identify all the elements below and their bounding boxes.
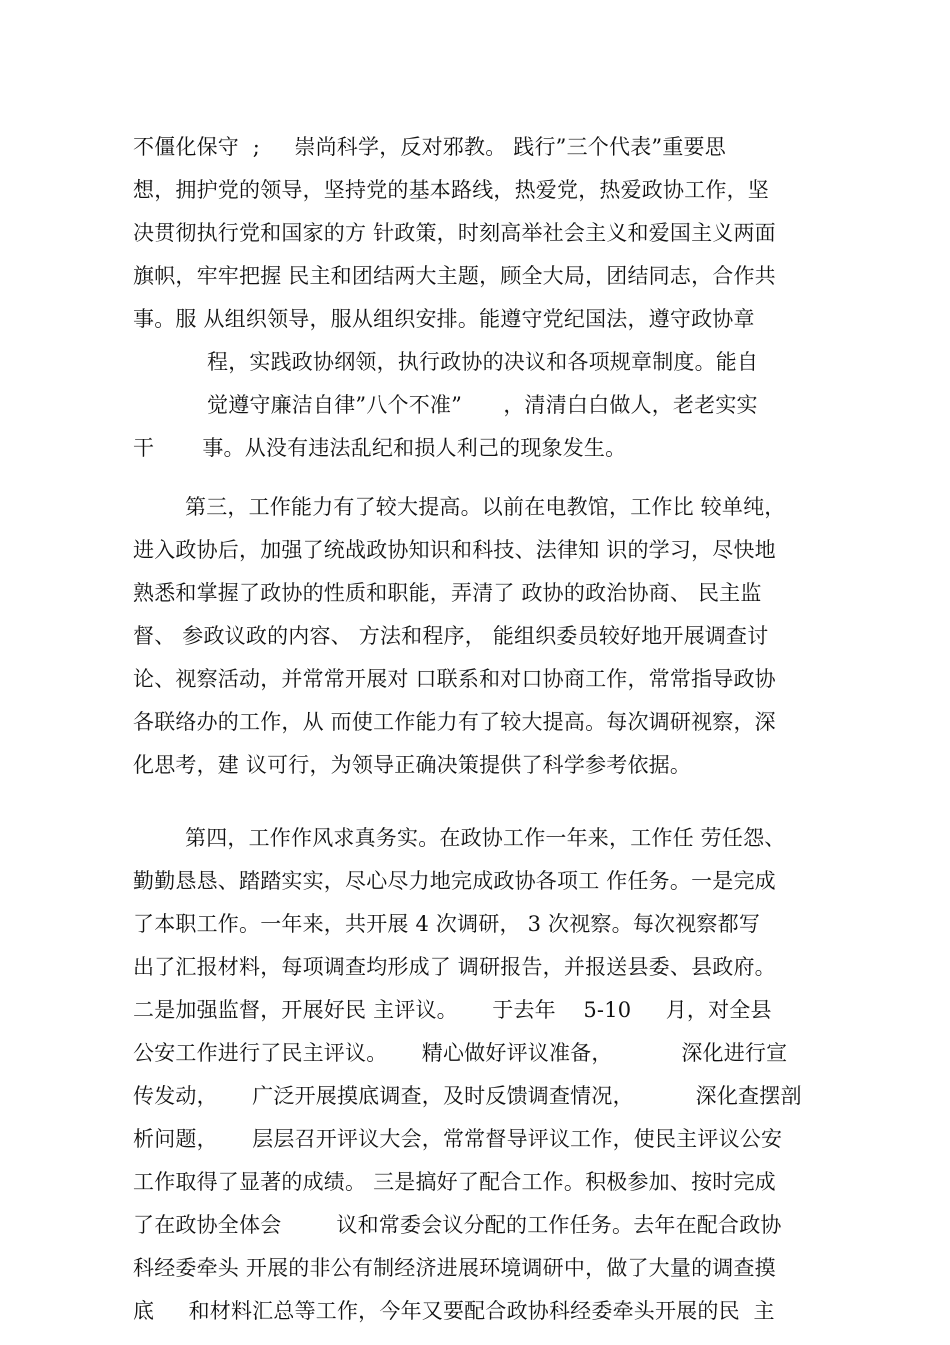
text-line: 事。服 从组织领导，服从组织安排。能遵守党纪国法，遵守政协章 — [133, 307, 755, 331]
text-line: 干 事。从没有违法乱纪和损人利己的现象发生。 — [133, 436, 627, 460]
text-line: 析问题， 层层召开评议大会，常常督导评议工作，使民主评议公安 — [133, 1127, 783, 1151]
text-line: 论、视察活动，并常常开展对 口联系和对口协商工作，常常指导政协 — [133, 667, 776, 691]
text-line: 了本职工作。一年来，共开展 4 次调研， 3 次视察。每次视察都写 — [133, 912, 761, 936]
text-line: 旗帜，牢牢把握 民主和团结两大主题，顾全大局，团结同志，合作共 — [133, 264, 776, 288]
text-line: 二是加强监督，开展好民 主评议。 于去年 5-10 月，对全县 — [133, 998, 772, 1022]
text-line: 工作取得了显著的成绩。 三是搞好了配合工作。积极参加、按时完成 — [133, 1170, 776, 1194]
text-line: 想，拥护党的领导，坚持党的基本路线，热爱党，热爱政协工作，坚 — [133, 178, 769, 202]
text-line: 了在政协全体会 议和常委会议分配的工作任务。去年在配合政协 — [133, 1213, 782, 1237]
text-line: 不僵化保守 ; 崇尚科学，反对邪教。 践行”三个代表”重要思 — [133, 135, 726, 159]
text-line: 第三，工作能力有了较大提高。以前在电教馆，工作比 较单纯， — [185, 495, 786, 519]
text-line: 传发动， 广泛开展摸底调查，及时反馈调查情况， 深化查摆剖 — [133, 1084, 802, 1108]
text-line: 督、 参政议政的内容、 方法和程序， 能组织委员较好地开展调查讨 — [133, 624, 769, 648]
text-line: 进入政协后，加强了统战政协知识和科技、法律知 识的学习，尽快地 — [133, 538, 776, 562]
text-line: 程，实践政协纲领，执行政协的决议和各项规章制度。能自 — [207, 350, 759, 374]
text-line: 科经委牵头 开展的非公有制经济进展环境调研中，做了大量的调查摸 — [133, 1256, 776, 1280]
text-line: 出了汇报材料，每项调查均形成了 调研报告，并报送县委、县政府。 — [133, 955, 776, 979]
text-line: 熟悉和掌握了政协的性质和职能，弄清了 政协的政治协商、 民主监 — [133, 581, 762, 605]
text-line: 各联络办的工作，从 而使工作能力有了较大提高。每次调研视察，深 — [133, 710, 776, 734]
text-line: 决贯彻执行党和国家的方 针政策，时刻高举社会主义和爱国主义两面 — [133, 221, 776, 245]
text-line: 化思考，建 议可行，为领导正确决策提供了科学参考依据。 — [133, 753, 692, 777]
text-line: 勤勤恳恳、踏踏实实，尽心尽力地完成政协各项工 作任务。一是完成 — [133, 869, 776, 893]
text-line: 公安工作进行了民主评议。 精心做好评议准备， 深化进行宣 — [133, 1041, 788, 1065]
text-line: 第四，工作作风求真务实。在政协工作一年来，工作任 劳任怨、 — [185, 826, 786, 850]
text-line: 底 和材料汇总等工作，今年又要配合政协科经委牵头开展的民 主 — [133, 1299, 775, 1323]
text-line: 觉遵守廉洁自律”八个不准” ，清清白白做人，老老实实 — [207, 393, 758, 417]
